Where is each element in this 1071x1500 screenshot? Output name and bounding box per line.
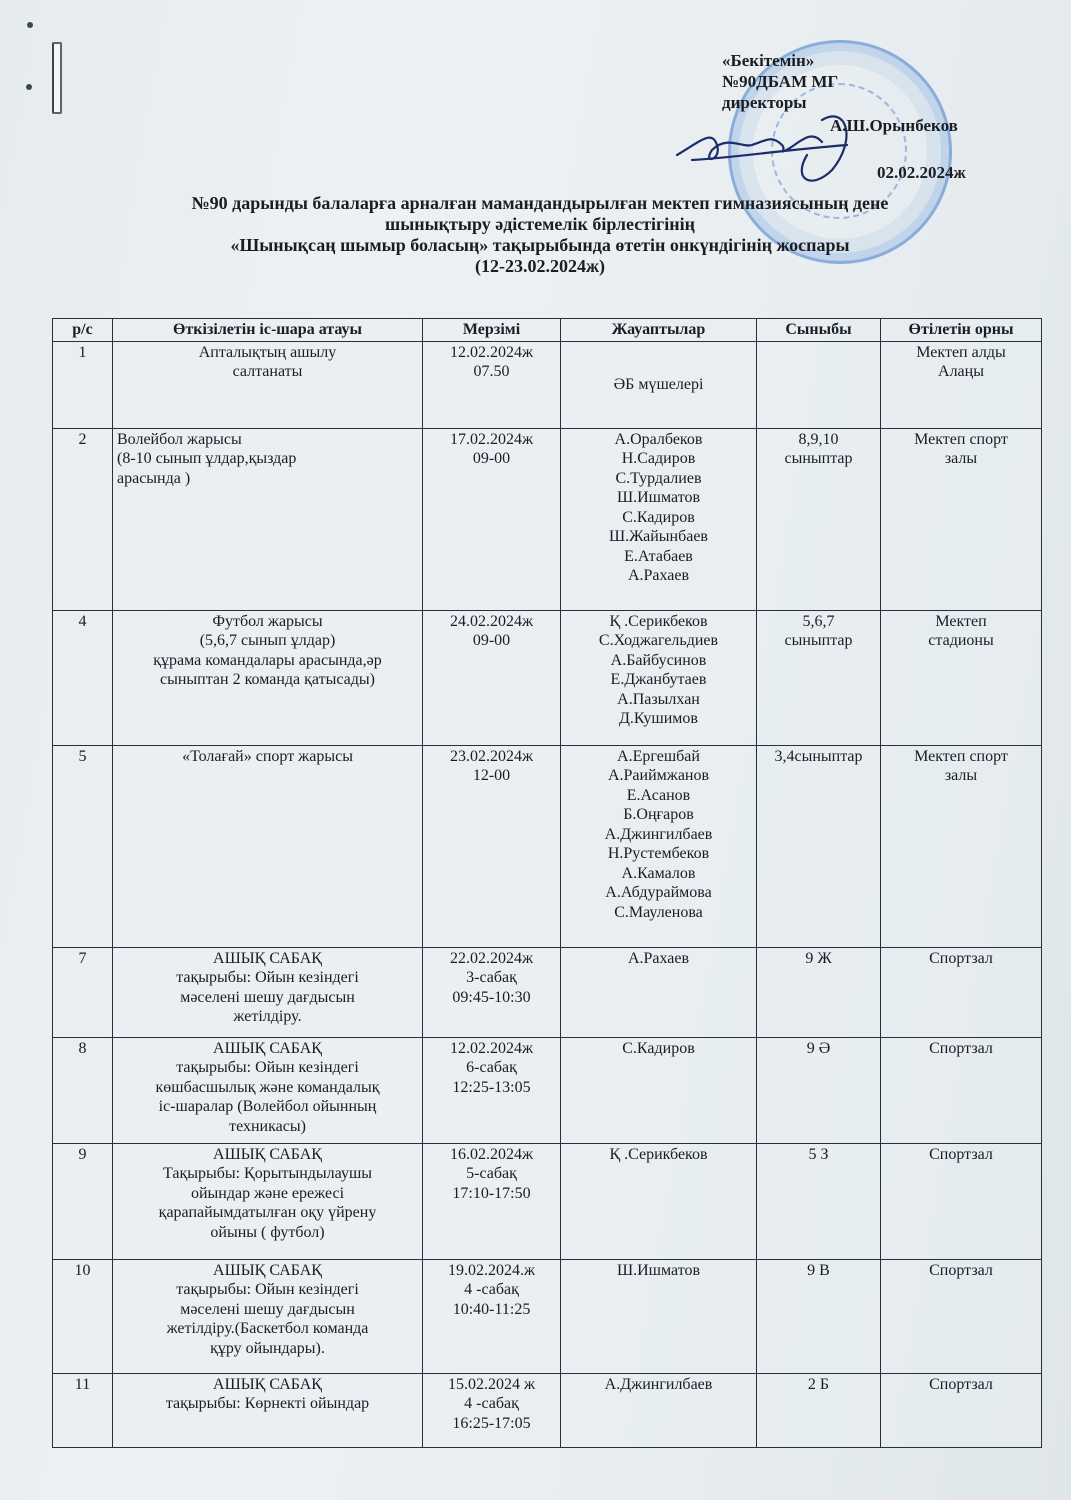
title-line-1: №90 дарынды балаларға арналған мамандандырылған мектеп гимназиясының дене [191, 193, 889, 213]
table-row [53, 610, 1042, 745]
cell-place: Спортзал [881, 947, 1042, 1037]
cell-responsible: А.Ергешбай А.Раиймжанов Е.Асанов Б.Оңғаров А.Джингилбаев Н.Рустембеков А.Камалов А.Абдураймова С.Мауленова [561, 745, 757, 947]
cell-grade: 9 Ә [757, 1037, 881, 1143]
document-title [100, 193, 980, 277]
cell-event: «Толағай» спорт жарысы [113, 745, 423, 947]
cell-responsible: А.Оралбеков Н.Садиров С.Турдалиев Ш.Ишматов С.Кадиров Ш.Жайынбаев Е.Атабаев А.Рахаев [561, 428, 757, 610]
table-row [53, 341, 1042, 428]
approval-date: 02.02.2024ж [877, 163, 966, 182]
cell-number: 5 [53, 745, 113, 947]
cell-responsible: ӘБ мүшелері [561, 341, 757, 428]
header-number: р/с [53, 319, 113, 342]
cell-number: 2 [53, 428, 113, 610]
approval-name: А.Ш.Орынбеков [830, 116, 958, 135]
cell-place: Мектеп спорт залы [881, 745, 1042, 947]
cell-date: 19.02.2024.ж 4 -сабақ 10:40-11:25 [423, 1259, 561, 1373]
cell-number: 9 [53, 1143, 113, 1259]
cell-grade: 3,4сыныптар [757, 745, 881, 947]
cell-date: 24.02.2024ж 09-00 [423, 610, 561, 745]
title-line-3: «Шынықсаң шымыр боласың» тақырыбында өтетін онкүндігінің жоспары [230, 235, 850, 255]
cell-event: Волейбол жарысы (8-10 сынып ұлдар,қыздар арасында ) [113, 428, 423, 610]
cell-number: 11 [53, 1373, 113, 1447]
header-event: Өткізілетін іс-шара атауы [113, 319, 423, 342]
approval-position: директоры [722, 93, 807, 112]
cell-grade: 2 Б [757, 1373, 881, 1447]
cell-grade [757, 341, 881, 428]
cell-responsible: Қ .Серикбеков [561, 1143, 757, 1259]
cell-event: АШЫҚ САБАҚ тақырыбы: Көрнекті ойындар [113, 1373, 423, 1447]
approval-label: «Бекітемін» [722, 51, 815, 70]
punch-hole [26, 84, 32, 90]
cell-date: 23.02.2024ж 12-00 [423, 745, 561, 947]
cell-event: АШЫҚ САБАҚ тақырыбы: Ойын кезіндегі мәселені шешу дағдысын жетілдіру. [113, 947, 423, 1037]
table-row [53, 1373, 1042, 1447]
table-row [53, 745, 1042, 947]
cell-number: 7 [53, 947, 113, 1037]
staple-mark [52, 42, 62, 114]
cell-responsible: Қ .Серикбеков С.Ходжагельдиев А.Байбусинов Е.Джанбутаев А.Пазылхан Д.Кушимов [561, 610, 757, 745]
cell-grade: 5,6,7 сыныптар [757, 610, 881, 745]
punch-hole [27, 22, 33, 28]
cell-event: АШЫҚ САБАҚ Тақырыбы: Қорытындылаушы ойындар және ережесі қарапайымдатылған оқу үйрену ойыны ( футбол) [113, 1143, 423, 1259]
cell-responsible: С.Кадиров [561, 1037, 757, 1143]
cell-responsible: А.Джингилбаев [561, 1373, 757, 1447]
table-header-row [53, 319, 1042, 342]
cell-event: АШЫҚ САБАҚ тақырыбы: Ойын кезіндегі көшбасшылық және командалық іс-шаралар (Волейбол ойынның техникасы) [113, 1037, 423, 1143]
table-row [53, 428, 1042, 610]
cell-place: Мектеп алды Алаңы [881, 341, 1042, 428]
header-date: Мерзімі [423, 319, 561, 342]
cell-event: Апталықтың ашылу салтанаты [113, 341, 423, 428]
table-row [53, 947, 1042, 1037]
approval-block [722, 50, 1062, 183]
cell-date: 16.02.2024ж 5-сабақ 17:10-17:50 [423, 1143, 561, 1259]
cell-date: 22.02.2024ж 3-сабақ 09:45-10:30 [423, 947, 561, 1037]
cell-responsible: А.Рахаев [561, 947, 757, 1037]
cell-grade: 8,9,10 сыныптар [757, 428, 881, 610]
cell-number: 8 [53, 1037, 113, 1143]
cell-number: 1 [53, 341, 113, 428]
cell-place: Мектеп спорт залы [881, 428, 1042, 610]
cell-number: 4 [53, 610, 113, 745]
approval-org: №90ДБАМ МГ [722, 72, 839, 91]
cell-date: 17.02.2024ж 09-00 [423, 428, 561, 610]
cell-grade: 9 В [757, 1259, 881, 1373]
cell-date: 12.02.2024ж 6-сабақ 12:25-13:05 [423, 1037, 561, 1143]
cell-date: 12.02.2024ж 07.50 [423, 341, 561, 428]
cell-place: Спортзал [881, 1373, 1042, 1447]
cell-event: Футбол жарысы (5,6,7 сынып ұлдар) құрама командалары арасында,әр сыныптан 2 команда қатысады) [113, 610, 423, 745]
event-plan-table [52, 318, 1042, 1448]
cell-grade: 5 З [757, 1143, 881, 1259]
table-row [53, 1143, 1042, 1259]
header-grade: Сыныбы [757, 319, 881, 342]
table-row [53, 1259, 1042, 1373]
cell-responsible: Ш.Ишматов [561, 1259, 757, 1373]
cell-event: АШЫҚ САБАҚ тақырыбы: Ойын кезіндегі мәселені шешу дағдысын жетілдіру.(Баскетбол команда құру ойындары). [113, 1259, 423, 1373]
cell-number: 10 [53, 1259, 113, 1373]
cell-place: Спортзал [881, 1037, 1042, 1143]
title-line-2: шынықтыру әдістемелік бірлестігінің [385, 214, 695, 234]
cell-place: Спортзал [881, 1259, 1042, 1373]
header-place: Өтілетін орны [881, 319, 1042, 342]
cell-date: 15.02.2024 ж 4 -сабақ 16:25-17:05 [423, 1373, 561, 1447]
table-row [53, 1037, 1042, 1143]
cell-place: Спортзал [881, 1143, 1042, 1259]
cell-place: Мектеп стадионы [881, 610, 1042, 745]
header-responsible: Жауаптылар [561, 319, 757, 342]
cell-grade: 9 Ж [757, 947, 881, 1037]
title-line-4: (12-23.02.2024ж) [474, 256, 606, 276]
